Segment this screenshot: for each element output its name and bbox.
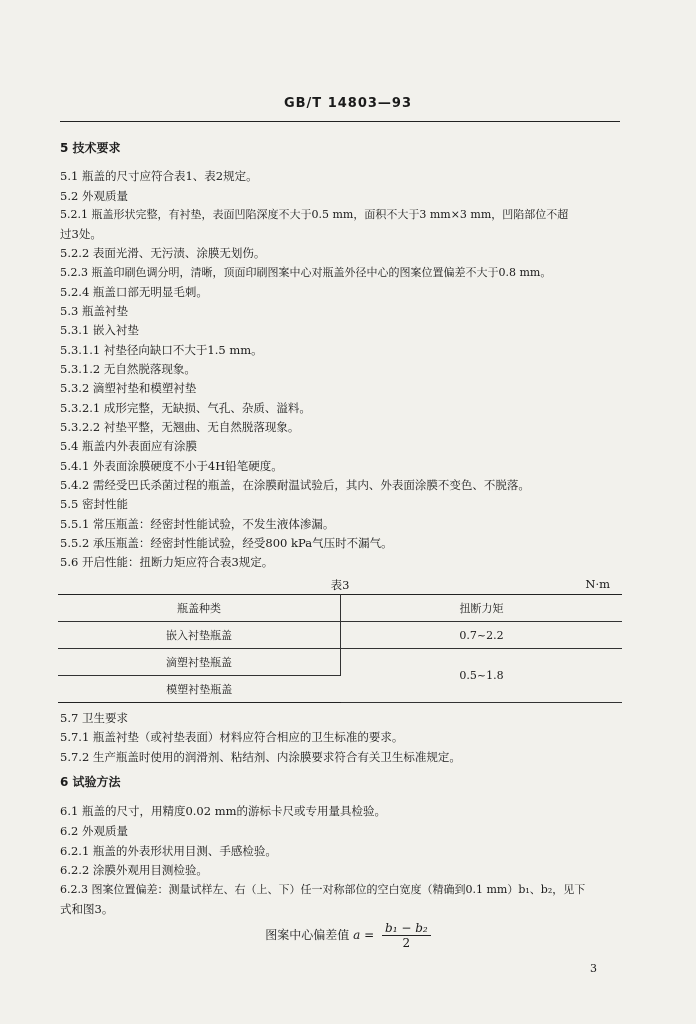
text-line: 式和图3。 <box>60 902 114 916</box>
text-line: 6.2.1 瓶盖的外表形状用目测、手感检验。 <box>60 844 277 858</box>
text-line: 6.2.3 图案位置偏差：测量试样左、右（上、下）任一对称部位的空白宽度（精确到0.1 mm）b₁、b₂，见下 <box>60 883 586 896</box>
text-line: 5.3 瓶盖衬垫 <box>60 304 128 318</box>
text-line: 5.7.1 瓶盖衬垫（或衬垫表面）材料应符合相应的卫生标准的要求。 <box>60 730 404 744</box>
header-rule <box>60 121 620 122</box>
header-cap-type: 瓶盖种类 <box>58 595 341 622</box>
table-header-row <box>58 595 622 622</box>
text-line: 5.1 瓶盖的尺寸应符合表1、表2规定。 <box>60 169 258 183</box>
text-line: 5.3.1 嵌入衬垫 <box>60 323 139 337</box>
table-row <box>58 649 622 676</box>
text-line: 5.2.3 瓶盖印刷色调分明，清晰，顶面印刷图案中心对瓶盖外径中心的图案位置偏差不大于0.8 mm。 <box>60 266 552 279</box>
table-caption: 表3 <box>330 578 350 592</box>
text-line: 5.3.2.2 衬垫平整，无翘曲、无自然脱落现象。 <box>60 420 300 434</box>
cell-cap-type: 模塑衬垫瓶盖 <box>58 676 341 703</box>
text-line: 5.5.2 承压瓶盖：经密封性能试验，经受800 kPa气压时不漏气。 <box>60 536 393 550</box>
formula-numerator: b₁ − b₂ <box>382 921 431 936</box>
formula-label: 图案中心偏差值 <box>265 928 350 942</box>
text-line: 5.3.2 滴塑衬垫和模塑衬垫 <box>60 381 197 395</box>
table-caption-row <box>60 577 620 591</box>
text-line: 过3处。 <box>60 227 102 241</box>
text-line: 5.2 外观质量 <box>60 189 128 203</box>
cell-cap-type: 滴塑衬垫瓶盖 <box>58 649 341 676</box>
formula-denominator: 2 <box>402 936 411 950</box>
formula <box>0 921 696 950</box>
text-line: 5.7 卫生要求 <box>60 711 128 725</box>
torque-table <box>58 594 622 703</box>
text-line: 6.2.2 涂膜外观用目测检验。 <box>60 863 208 877</box>
section-heading: 6 试验方法 <box>60 775 121 789</box>
header-torque: 扭断力矩 <box>341 595 623 622</box>
text-line: 5.2.1 瓶盖形状完整，有衬垫，表面凹陷深度不大于0.5 mm，面积不大于3 mm×3 mm，凹陷部位不超 <box>60 208 569 221</box>
text-line: 6.2 外观质量 <box>60 824 128 838</box>
cell-cap-type: 嵌入衬垫瓶盖 <box>58 622 341 649</box>
page-number: 3 <box>590 962 597 975</box>
text-line: 5.4.1 外表面涂膜硬度不小于4H铅笔硬度。 <box>60 459 283 473</box>
table-row <box>58 622 622 649</box>
equals-sign: = <box>364 928 375 942</box>
section-heading: 5 技术要求 <box>60 141 121 155</box>
text-line: 5.2.4 瓶盖口部无明显毛刺。 <box>60 285 208 299</box>
table-unit: N·m <box>585 577 610 591</box>
text-line: 5.4.2 需经受巴氏杀菌过程的瓶盖，在涂膜耐温试验后，其内、外表面涂膜不变色、不脱落。 <box>60 478 530 492</box>
text-line: 5.3.2.1 成形完整，无缺损、气孔、杂质、溢料。 <box>60 401 311 415</box>
formula-fraction <box>382 921 431 950</box>
text-line: 5.2.2 表面光滑、无污渍、涂膜无划伤。 <box>60 246 266 260</box>
text-line: 5.5 密封性能 <box>60 497 128 511</box>
text-line: 5.4 瓶盖内外表面应有涂膜 <box>60 439 197 453</box>
text-line: 5.3.1.2 无自然脱落现象。 <box>60 362 196 376</box>
text-line: 5.6 开启性能：扭断力矩应符合表3规定。 <box>60 555 274 569</box>
text-line: 6.1 瓶盖的尺寸，用精度0.02 mm的游标卡尺或专用量具检验。 <box>60 804 387 818</box>
text-line: 5.3.1.1 衬垫径向缺口不大于1.5 mm。 <box>60 343 263 357</box>
cell-torque: 0.5~1.8 <box>341 649 623 703</box>
standard-code-header: GB/T 14803—93 <box>283 96 413 111</box>
cell-torque: 0.7~2.2 <box>341 622 623 649</box>
text-line: 5.5.1 常压瓶盖：经密封性能试验，不发生液体渗漏。 <box>60 517 335 531</box>
text-line: 5.7.2 生产瓶盖时使用的润滑剂、粘结剂、内涂膜要求符合有关卫生标准规定。 <box>60 750 461 764</box>
formula-variable: a <box>353 928 361 942</box>
